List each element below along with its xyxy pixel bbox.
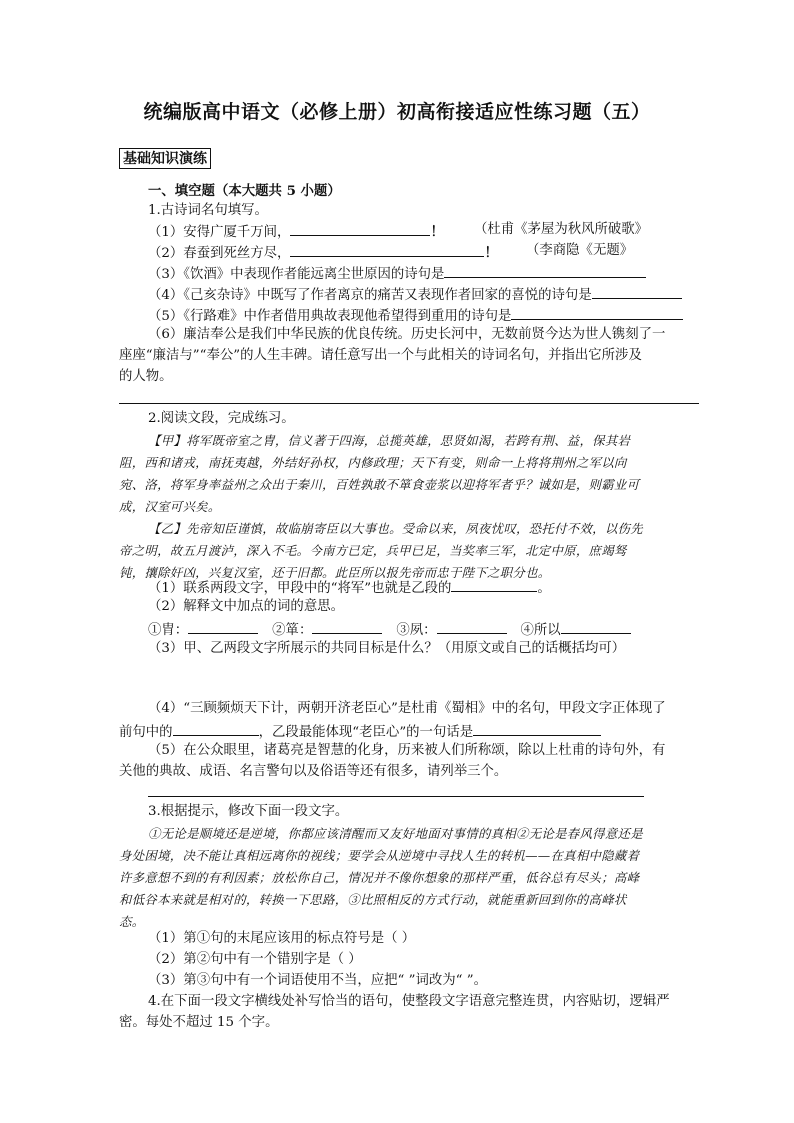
q3-passage-line5: 态。 xyxy=(119,914,145,929)
q1-item1-mark: ！ xyxy=(430,224,444,240)
q2-sub2-d-blank[interactable] xyxy=(561,619,631,634)
q1-item5 xyxy=(148,305,683,326)
q1-item3-blank[interactable] xyxy=(444,263,646,278)
q1-item5-blank[interactable] xyxy=(511,305,683,320)
q1-item3-text: （3）《饮酒》中表现作者能远离尘世原因的诗句是 xyxy=(148,267,445,282)
q3-sub3: （3）第③句中有一个词语使用不当，应把“ ”词改为“ ”。 xyxy=(148,973,488,988)
q4-line2: 密。每处不超过 15 个字。 xyxy=(119,1015,279,1030)
q2-sub3: （3）甲、乙两段文字所展示的共同目标是什么？（用原文或自己的话概括均可） xyxy=(148,641,626,656)
q2-sub2-b: ②箪： xyxy=(272,623,313,638)
section-label: 基础知识演练 xyxy=(119,148,211,169)
q3-passage-line2: 身处困境，决不能让真相远离你的视线；要学会从逆境中寻找人生的转机——在真相中隐藏着 xyxy=(119,848,640,863)
q2-sub2-a-blank[interactable] xyxy=(188,619,258,634)
page-title: 统编版高中语文（必修上册）初高衔接适应性练习题（五） xyxy=(143,101,651,123)
q1-item1 xyxy=(148,221,444,242)
q1-stem: 1.古诗词名句填写。 xyxy=(148,203,268,218)
passage-jia-line1: 【甲】将军既帝室之胄，信义著于四海，总揽英雄，思贤如渴，若跨有荆、益，保其岩 xyxy=(148,433,631,448)
q1-item4-blank[interactable] xyxy=(592,284,682,299)
q2-sub1-text: （1）联系两段文字，甲段中的“将军”也就是乙段的 xyxy=(148,581,452,596)
q3-sub1: （1）第①句的末尾应该用的标点符号是（ ） xyxy=(148,931,416,946)
q1-item6-line2: 座座“廉洁与”“奉公”的人生丰碑。请任意写出一个与此相关的诗词名句，并指出它所涉及 xyxy=(119,348,642,363)
q2-answer-line[interactable] xyxy=(148,796,644,797)
q1-item5-text: （5）《行路难》中作者借用典故表现他希望得到重用的诗句是 xyxy=(148,309,512,324)
q2-sub4-line2 xyxy=(119,721,601,742)
q2-sub4-text1: 前句中的 xyxy=(119,725,173,740)
q1-item2-source: （李商隐《无题》 xyxy=(526,243,634,258)
q2-sub1 xyxy=(148,577,551,598)
q1-item4 xyxy=(148,284,682,305)
q4-line1: 4.在下面一段文字横线处补写恰当的语句，使整段文字语意完整连贯，内容贴切，逻辑严 xyxy=(148,994,670,1009)
q2-sub4-blank1[interactable] xyxy=(173,721,259,736)
q2-sub2-a: ①胄： xyxy=(148,623,189,638)
q2-sub2-c-blank[interactable] xyxy=(437,619,507,634)
q2-sub2-d: ④所以 xyxy=(520,623,561,638)
q1-item2-mark: ！ xyxy=(484,245,498,261)
q2-sub2-items xyxy=(148,619,631,640)
q1-answer-line[interactable] xyxy=(119,403,699,404)
q1-item1-blank[interactable] xyxy=(290,221,430,236)
q3-passage-line4: 和低谷本来就是相对的，转换一下思路，③比照相反的方式行动，就能重新回到你的高峰状 xyxy=(119,892,627,907)
q2-sub5-line1: （5）在公众眼里，诸葛亮是智慧的化身，历来被人们所称颂，除以上杜甫的诗句外，有 xyxy=(148,743,666,758)
passage-jia-line3: 宛、洛，将军身率益州之众出于秦川，百姓孰敢不箪食壶浆以迎将军者乎？诚如是，则霸业可 xyxy=(119,477,640,492)
q3-passage-line3: 许多意想不到的有利因素；放松你自己，情况并不像你想象的那样严重，低谷总有尽头；高峰 xyxy=(119,870,640,885)
passage-yi-line2: 帝之明，故五月渡泸，深入不毛。今南方已定，兵甲已足，当奖率三军，北定中原，庶竭驽 xyxy=(119,543,627,558)
passage-jia-line4: 成，汉室可兴矣。 xyxy=(119,499,221,514)
q3-stem: 3.根据提示，修改下面一段文字。 xyxy=(148,804,349,819)
q1-item1-source: （杜甫《茅屋为秋风所破歌》 xyxy=(474,222,649,237)
passage-yi-line1: 【乙】先帝知臣谨慎，故临崩寄臣以大事也。受命以来，夙夜忧叹，恐托付不效，以伤先 xyxy=(148,521,643,536)
q2-sub2-b-blank[interactable] xyxy=(312,619,382,634)
q2-sub1-blank[interactable] xyxy=(451,577,537,592)
q1-item2 xyxy=(148,242,498,263)
passage-yi-line3: 钝，攘除奸凶，兴复汉室，还于旧都。此臣所以报先帝而忠于陛下之职分也。 xyxy=(119,565,551,580)
passage-jia-line2: 阻，西和诸戎，南抚夷越，外结好孙权，内修政理；天下有变，则命一上将将荆州之军以向 xyxy=(119,455,627,470)
part1-heading: 一、填空题（本大题共 5 小题） xyxy=(148,183,341,199)
q1-item6-line1: （6）廉洁奉公是我们中华民族的优良传统。历史长河中，无数前贤今达为世人镌刻了一 xyxy=(148,327,666,342)
q2-sub4-blank2[interactable] xyxy=(473,721,601,736)
q2-sub4-text2: ，乙段最能体现“老臣心”的一句话是 xyxy=(258,725,474,740)
q2-sub1-end: 。 xyxy=(537,581,551,596)
q2-sub2-c: ③夙： xyxy=(396,623,437,638)
q1-item6-line3: 的人物。 xyxy=(119,369,173,384)
q1-item4-text: （4）《己亥杂诗》中既写了作者离京的痛苦又表现作者回家的喜悦的诗句是 xyxy=(148,288,592,303)
q1-item1-text: （1）安得广厦千万间， xyxy=(148,225,291,240)
q3-passage-line1: ①无论是顺境还是逆境，你都应该清醒而又友好地面对事情的真相②无论是春风得意还是 xyxy=(148,826,643,841)
q2-stem: 2.阅读文段，完成练习。 xyxy=(148,411,295,426)
q2-sub4-line1: （4）“三顾频烦天下计，两朝开济老臣心”是杜甫《蜀相》中的名句，甲段文字正体现了 xyxy=(148,701,666,716)
q1-item2-text: （2）春蚕到死丝方尽， xyxy=(148,246,291,261)
q2-sub5-line2: 关他的典故、成语、名言警句以及俗语等还有很多，请列举三个。 xyxy=(119,764,508,779)
q1-item2-blank[interactable] xyxy=(290,242,484,257)
q1-item3 xyxy=(148,263,646,284)
q2-sub2: （2）解释文中加点的词的意思。 xyxy=(148,599,344,614)
q3-sub2: （2）第②句中有一个错别字是（ ） xyxy=(148,952,362,967)
